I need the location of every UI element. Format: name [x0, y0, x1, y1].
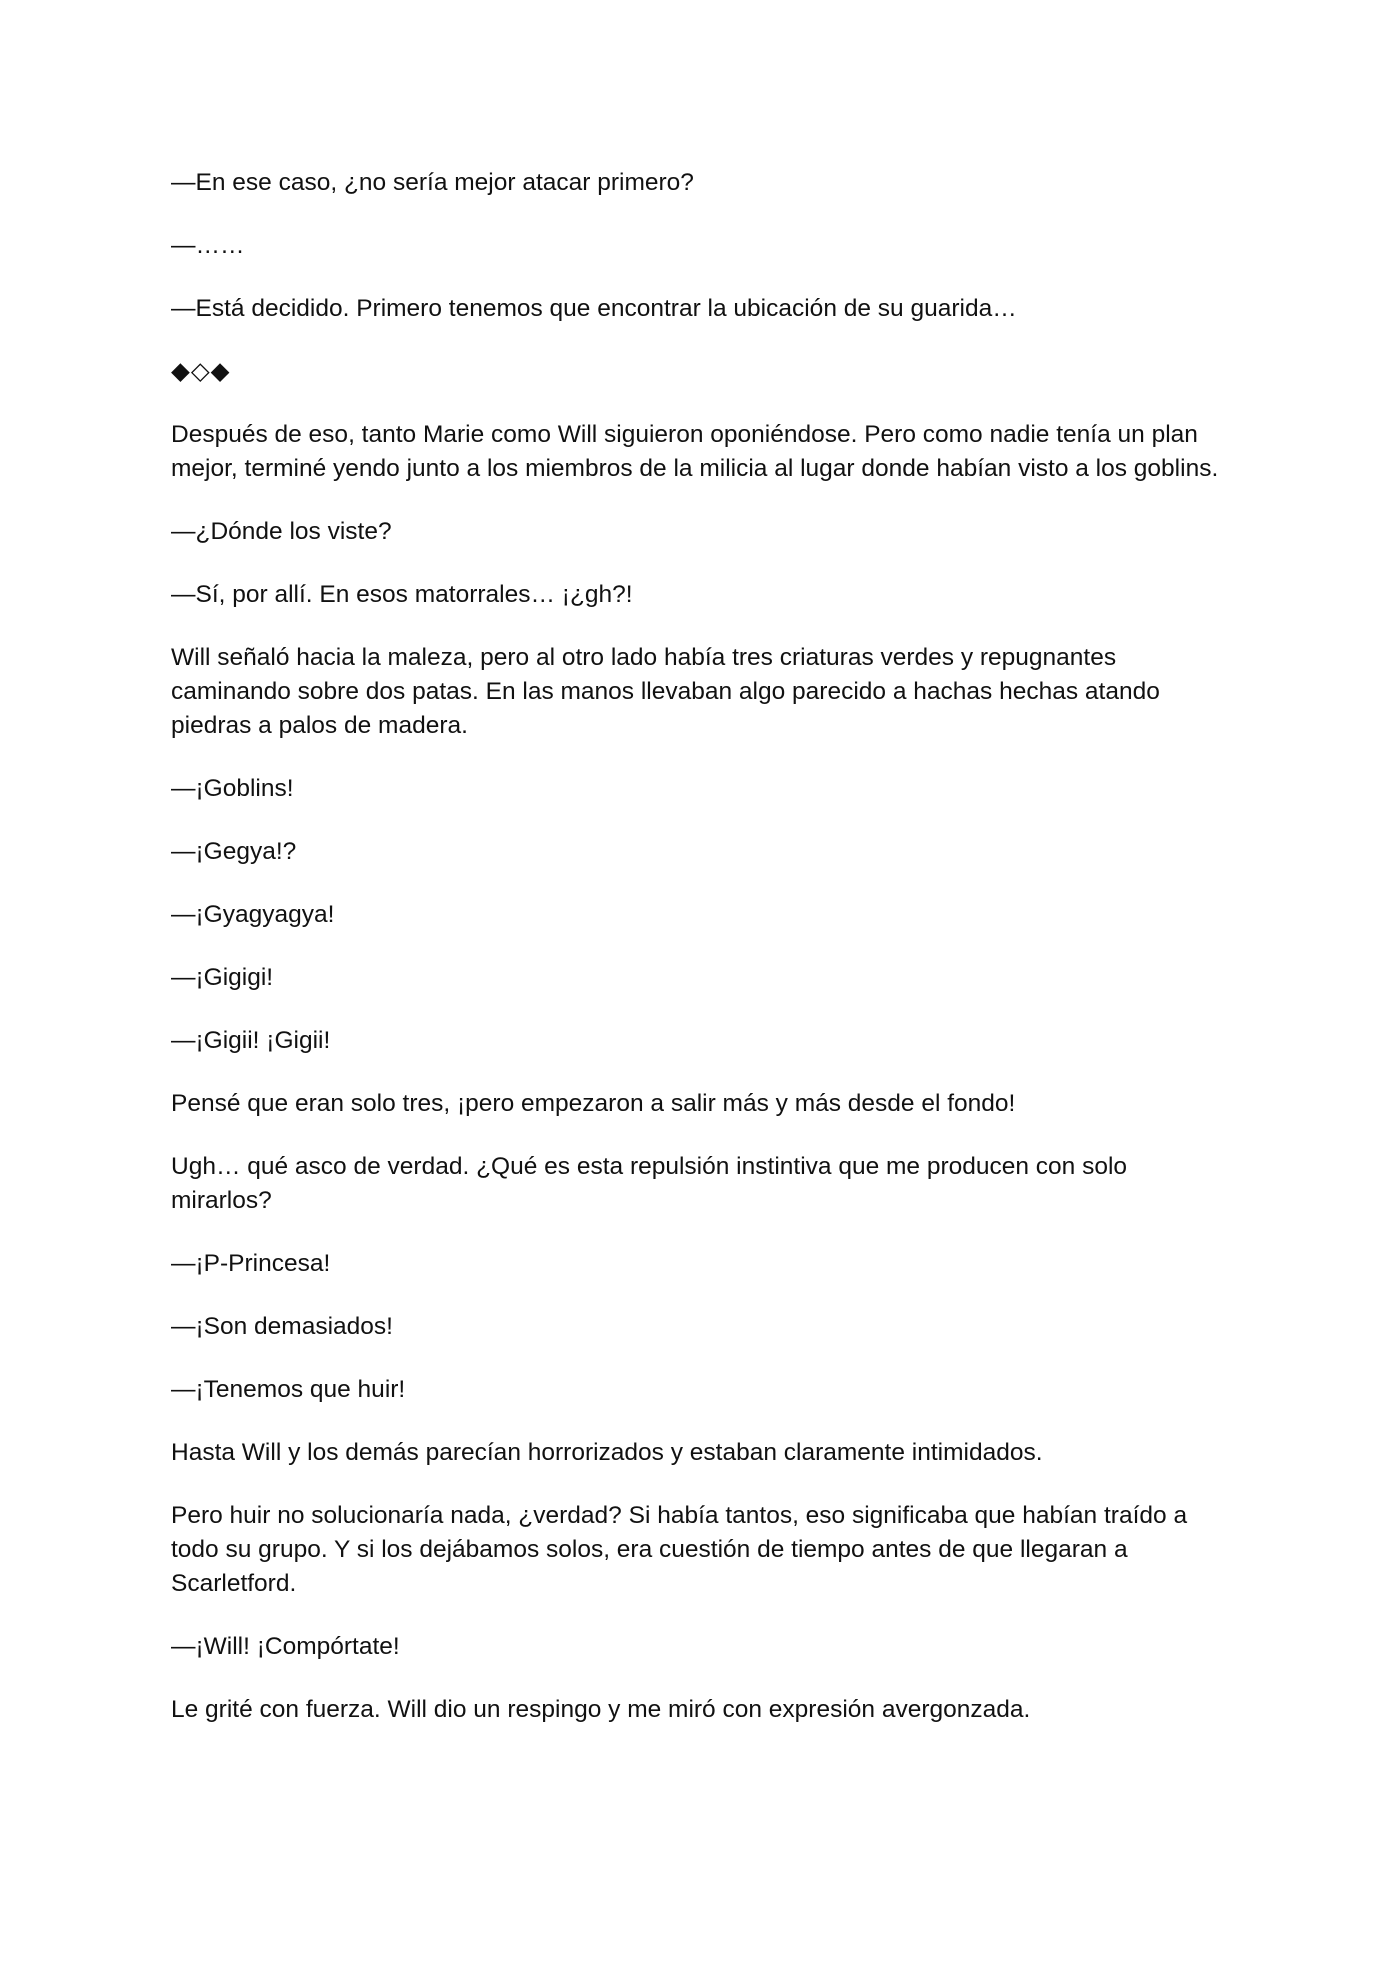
- dialogue-line: —En ese caso, ¿no sería mejor atacar primero?: [171, 169, 694, 196]
- dialogue-line: —¡Son demasiados!: [171, 1313, 393, 1340]
- narration-paragraph: Ugh… qué asco de verdad. ¿Qué es esta repulsión instintiva que me producen con solo mirarlos?: [171, 1153, 1128, 1214]
- dialogue-line: —¡Gegya!?: [171, 838, 297, 865]
- dialogue-line: —Está decidido. Primero tenemos que encontrar la ubicación de su guarida…: [171, 295, 1017, 322]
- narration-paragraph: Pensé que eran solo tres, ¡pero empezaron a salir más y más desde el fondo!: [171, 1090, 1016, 1117]
- narration-paragraph: Le grité con fuerza. Will dio un respingo y me miró con expresión avergonzada.: [171, 1696, 1031, 1723]
- dialogue-line: —¡Will! ¡Compórtate!: [171, 1633, 400, 1660]
- narration-paragraph: Will señaló hacia la maleza, pero al otro lado había tres criaturas verdes y repugnantes caminando sobre dos patas. En las manos llevaban algo parecido a hachas hechas atando piedras a palos de madera.: [171, 644, 1160, 739]
- dialogue-line: —¡Gigii! ¡Gigii!: [171, 1027, 331, 1054]
- narration-paragraph: Hasta Will y los demás parecían horrorizados y estaban claramente intimidados.: [171, 1439, 1043, 1466]
- dialogue-line: —¡Gigigi!: [171, 964, 274, 991]
- document-body: [171, 166, 1229, 1756]
- dialogue-line: —¿Dónde los viste?: [171, 518, 392, 545]
- dialogue-line: —¡Tenemos que huir!: [171, 1376, 406, 1403]
- narration-paragraph: Pero huir no solucionaría nada, ¿verdad? Si había tantos, eso significaba que habían traído a todo su grupo. Y si los dejábamos solos, era cuestión de tiempo antes de que llegaran a Scarletford.: [171, 1502, 1188, 1597]
- dialogue-line: —……: [171, 232, 245, 259]
- dialogue-line: —Sí, por allí. En esos matorrales… ¡¿gh?!: [171, 581, 633, 608]
- dialogue-line: —¡Goblins!: [171, 775, 294, 802]
- dialogue-line: —¡Gyagyagya!: [171, 901, 335, 928]
- scene-separator: ◆◇◆: [171, 358, 231, 385]
- narration-paragraph: Después de eso, tanto Marie como Will siguieron oponiéndose. Pero como nadie tenía un plan mejor, terminé yendo junto a los miembros de la milicia al lugar donde habían visto a los goblins.: [171, 421, 1219, 482]
- dialogue-line: —¡P-Princesa!: [171, 1250, 331, 1277]
